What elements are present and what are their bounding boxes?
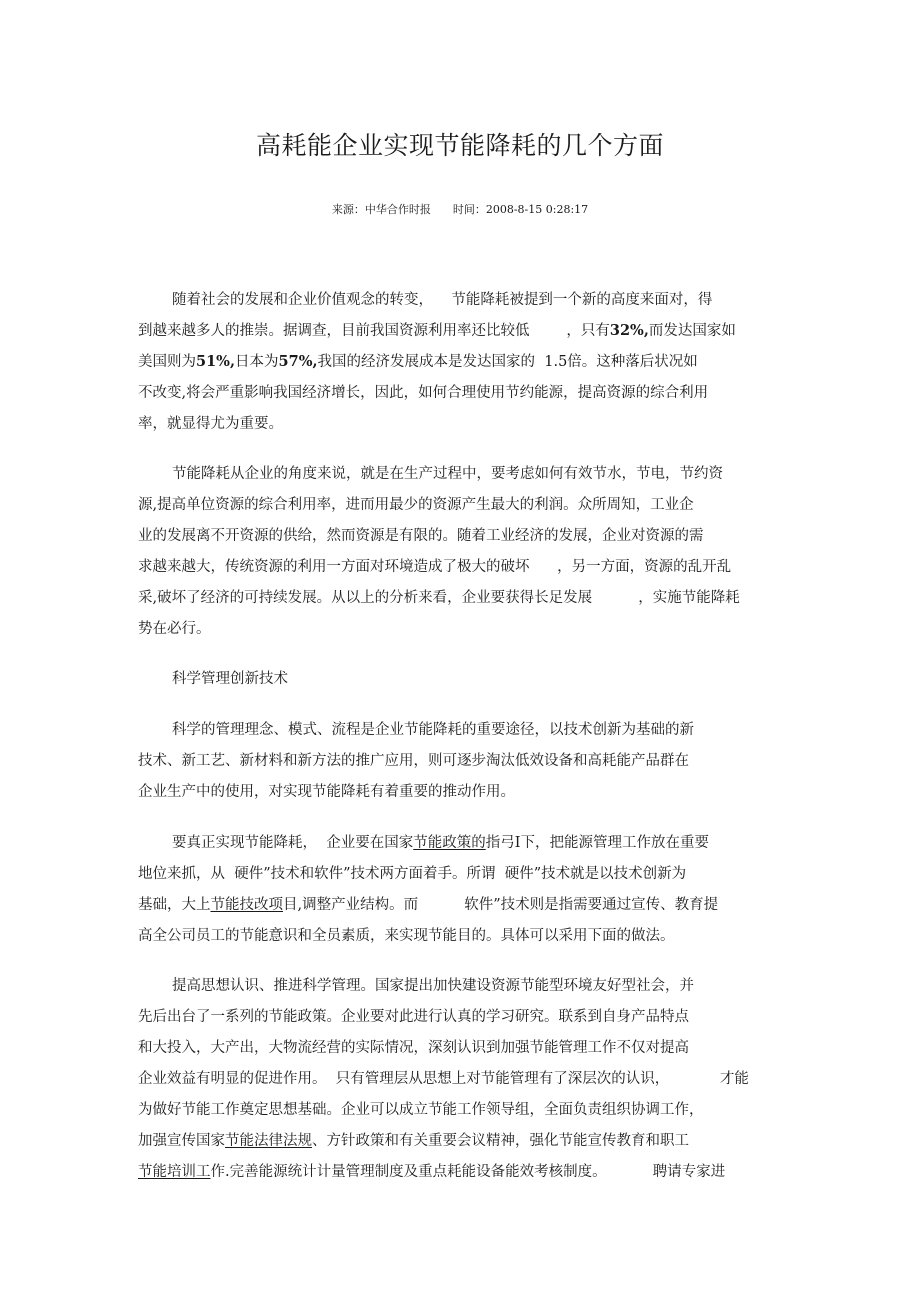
paragraph-2-line: 势在必行。 (138, 621, 211, 637)
paragraph-5-line: 节能培训工作.完善能源统计计量管理制度及重点耗能设备能效考核制度。 聘请专家进 (138, 1164, 726, 1180)
paragraph-3-line: 技术、新工艺、新材料和新方法的推广应用，则可逐步淘汰低效设备和高耗能产品群在 (138, 753, 689, 769)
paragraph-1-line: 不改变,将会严重影响我国经济增长，因此，如何合理使用节约能源，提高资源的综合利用 (138, 385, 709, 401)
energy-policy-link[interactable]: 节能政策的 (413, 835, 486, 851)
paragraph-2-line: 节能降耗从企业的角度来说，就是在生产过程中，要考虑如何有效节水，节电，节约资 (172, 466, 723, 482)
paragraph-5-line: 为做好节能工作奠定思想基础。企业可以成立节能工作领导组，全面负责组织协调工作， (138, 1102, 704, 1118)
paragraph-4-line: 基础，大上节能技改项目,调整产业结构。而 软件”技术则是指需要通过宣传、教育提 (138, 897, 719, 913)
article-title: 高耗能企业实现节能降耗的几个方面 (255, 131, 664, 160)
paragraph-1-line: 到越来越多人的推崇。据调查，目前我国资源利用率还比较低 ，只有32%,而发达国家如 (138, 322, 736, 339)
paragraph-4-line: 高全公司员工的节能意识和全员素质，来实现节能目的。具体可以采用下面的做法。 (138, 928, 675, 944)
energy-retrofit-link[interactable]: 节能技改项 (210, 897, 283, 913)
paragraph-1-line: 美国则为51%,日本为57%,我国的经济发展成本是发达国家的 1.5倍。这种落后状况如 (138, 353, 698, 370)
paragraph-1-line: 随着社会的发展和企业价值观念的转变， 节能降耗被提到一个新的高度来面对，得 (172, 292, 713, 308)
energy-law-link[interactable]: 节能法律法规 (225, 1133, 312, 1149)
paragraph-5-line: 提高思想认识、推进科学管理。国家提出加快建设资源节能型环境友好型社会，并 (172, 978, 694, 994)
paragraph-5-line: 企业效益有明显的促进作用。 只有管理层从思想上对节能管理有了深层次的认识， 才能 (138, 1071, 749, 1087)
paragraph-4-line: 地位来抓，从 硬件”技术和软件”技术两方面着手。所谓 硬件”技术就是以技术创新为 (138, 866, 687, 882)
paragraph-5-line: 加强宣传国家节能法律法规、方针政策和有关重要会议精神，强化节能宣传教育和职工 (138, 1133, 689, 1149)
paragraph-1-line: 率，就显得尤为重要。 (138, 416, 283, 432)
paragraph-2-line: 源,提高单位资源的综合利用率，进而用最少的资源产生最大的利润。众所周知，工业企 (138, 497, 694, 513)
source-label: 来源：中华合作时报 (331, 203, 431, 216)
energy-training-link[interactable]: 节能培训工 (138, 1164, 211, 1180)
paragraph-3-line: 科学的管理理念、模式、流程是企业节能降耗的重要途径，以技术创新为基础的新 (172, 722, 694, 738)
paragraph-2-line: 采,破坏了经济的可持续发展。从以上的分析来看，企业要获得长足发展 ，实施节能降耗 (138, 590, 740, 606)
section-heading: 科学管理创新技术 (172, 671, 288, 687)
paragraph-5-line: 和大投入，大产出，大物流经营的实际情况，深刻认识到加强节能管理工作不仅对提高 (138, 1040, 689, 1056)
paragraph-3-line: 企业生产中的使用，对实现节能降耗有着重要的推动作用。 (138, 784, 515, 800)
paragraph-4-line: 要真正实现节能降耗， 企业要在国家节能政策的指弓I下，把能源管理工作放在重要 (172, 835, 709, 851)
time-label: 时间：2008-8-15 0:28:17 (452, 203, 589, 216)
paragraph-2-line: 求越来越大，传统资源的利用一方面对环境造成了极大的破坏 ，另一方面，资源的乱开乱 (138, 559, 732, 575)
article-meta (0, 201, 920, 217)
paragraph-2-line: 业的发展离不开资源的供给，然而资源是有限的。随着工业经济的发展，企业对资源的需 (138, 528, 704, 544)
paragraph-5-line: 先后出台了一系列的节能政策。企业要对此进行认真的学习研究。联系到自身产品特点 (138, 1009, 689, 1025)
